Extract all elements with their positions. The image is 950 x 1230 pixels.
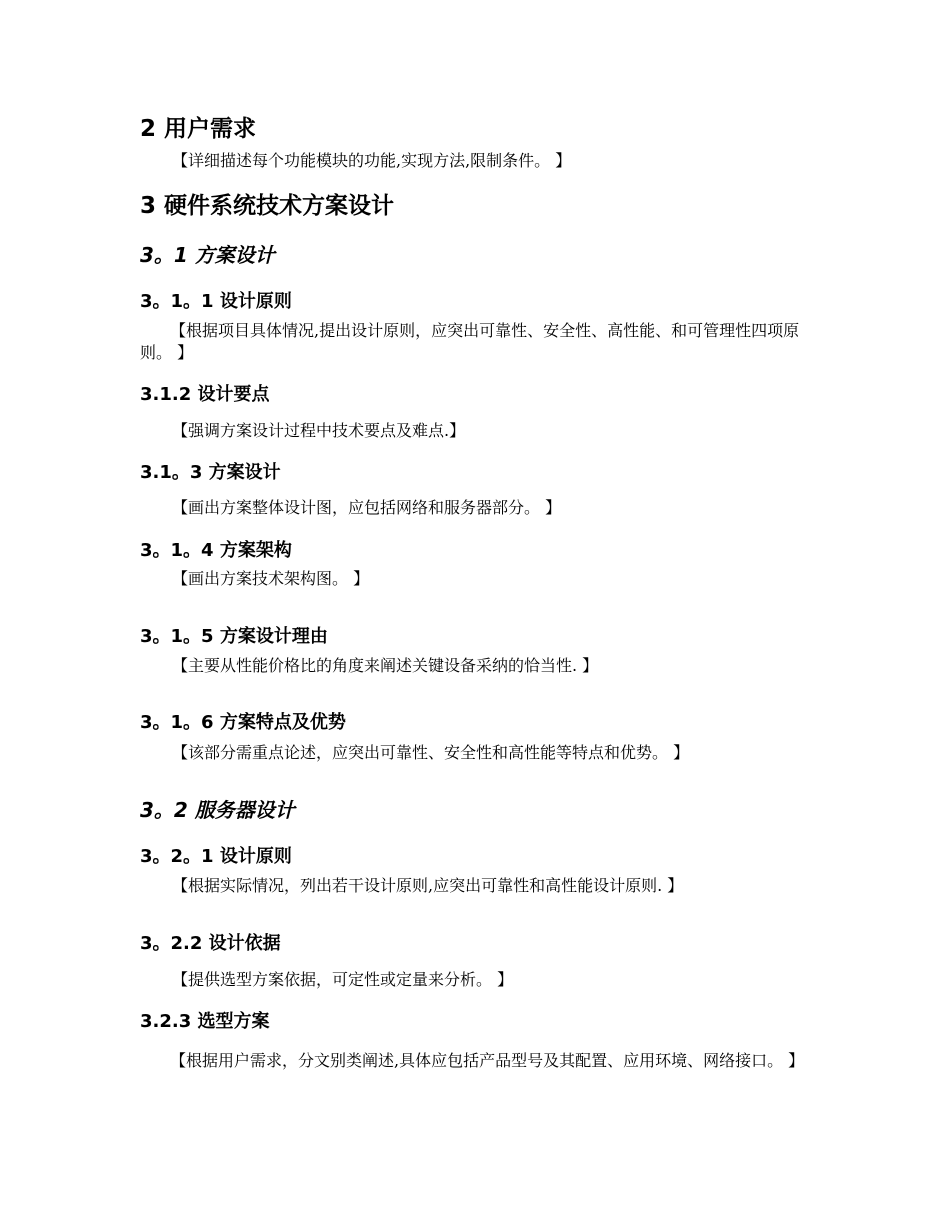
section-3-1-3-heading: 3.1。3 方案设计 xyxy=(140,462,281,483)
section-3-2-1-text: 【根据实际情况，列出若干设计原则,应突出可靠性和高性能设计原则. 】 xyxy=(172,876,684,895)
section-2-text: 【详细描述每个功能模块的功能,实现方法,限制条件。 】 xyxy=(172,151,572,170)
section-3-2-2-text: 【提供选型方案依据，可定性或定量来分析。 】 xyxy=(172,970,514,989)
section-3-1-1-heading: 3。1。1 设计原则 xyxy=(140,291,292,312)
section-2-heading: 2 用户需求 xyxy=(140,116,257,142)
section-3-1-6-heading: 3。1。6 方案特点及优势 xyxy=(140,712,346,733)
section-3-1-5-heading: 3。1。5 方案设计理由 xyxy=(140,626,328,647)
section-3-1-heading: 3。1 方案设计 xyxy=(140,243,275,267)
section-3-1-4-heading: 3。1。4 方案架构 xyxy=(140,540,292,561)
section-3-2-heading: 3。2 服务器设计 xyxy=(140,798,295,822)
section-3-1-6-text: 【该部分需重点论述，应突出可靠性、安全性和高性能等特点和优势。 】 xyxy=(172,743,690,762)
section-3-1-5-text: 【主要从性能价格比的角度来阐述关键设备采纳的恰当性. 】 xyxy=(172,656,599,675)
section-3-2-3-heading: 3.2.3 选型方案 xyxy=(140,1011,270,1032)
section-3-2-3-text: 【根据用户需求，分文别类阐述,具体应包括产品型号及其配置、应用环境、网络接口。 】 xyxy=(170,1051,805,1070)
section-3-heading: 3 硬件系统技术方案设计 xyxy=(140,193,395,219)
section-3-1-3-text: 【画出方案整体设计图，应包括网络和服务器部分。 】 xyxy=(172,498,562,517)
section-3-2-2-heading: 3。2.2 设计依据 xyxy=(140,933,281,954)
section-3-1-1-text: 【根据项目具体情况,提出设计原则，应突出可靠性、安全性、高性能、和可管理性四项原则。 】 xyxy=(140,321,800,362)
section-3-1-4-text: 【画出方案技术架构图。 】 xyxy=(172,569,370,588)
section-3-2-1-heading: 3。2。1 设计原则 xyxy=(140,846,292,867)
section-3-1-2-text: 【强调方案设计过程中技术要点及难点.】 xyxy=(172,421,466,440)
section-3-1-2-heading: 3.1.2 设计要点 xyxy=(140,384,270,405)
